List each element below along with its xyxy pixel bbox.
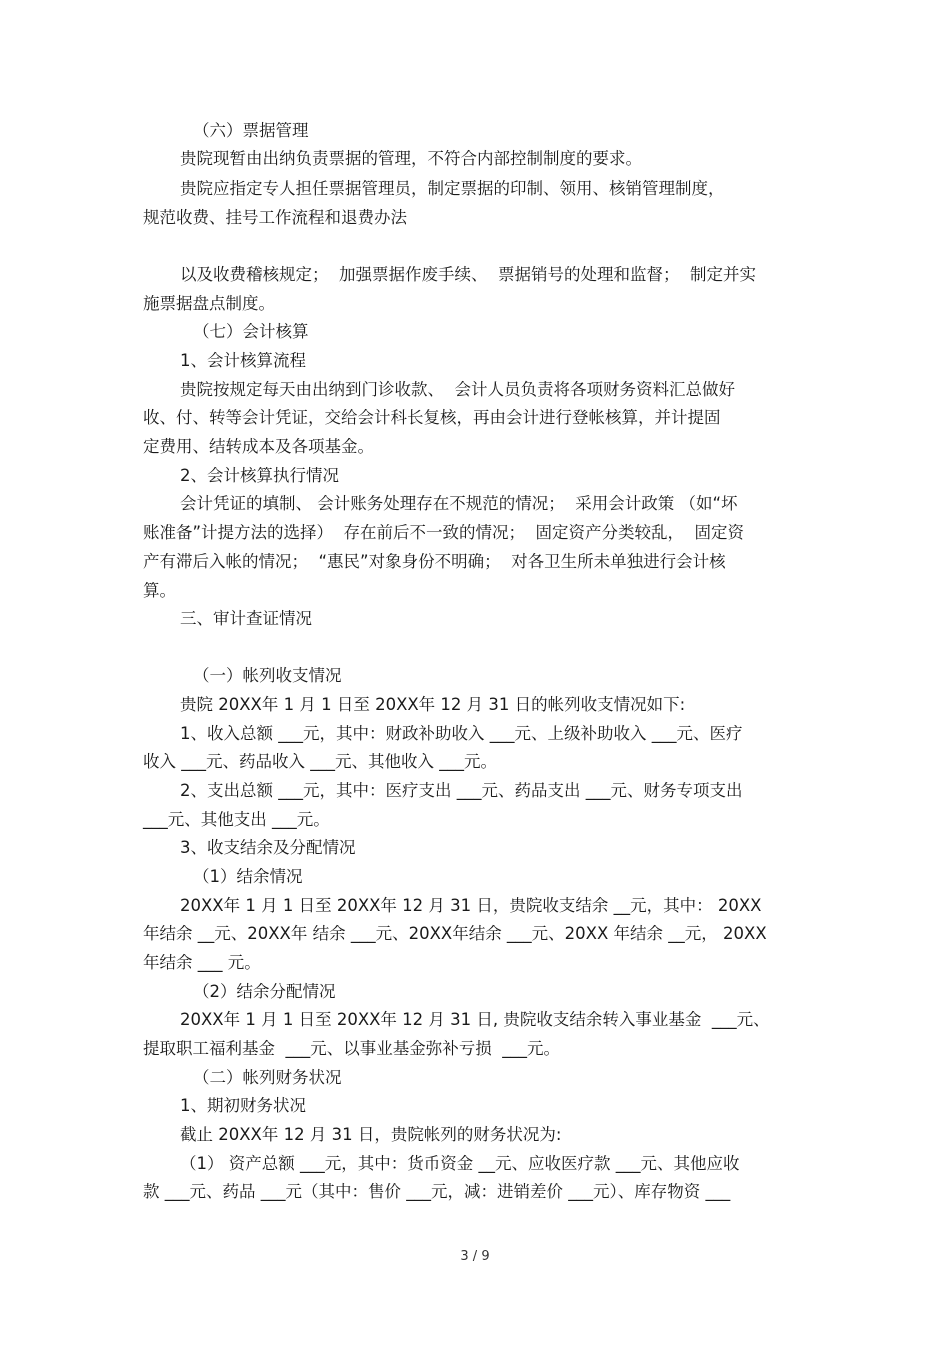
paragraph-line: 款 ___元、药品 ___元（其中：售价 ___元，减：进销差价 ___元）、库存物资 ___ [143, 1182, 731, 1201]
paragraph-line: 截止 20XX年 12 月 31 日，贵院帐列的财务状况为: [180, 1125, 562, 1144]
page-number: 3 / 9 [460, 1249, 490, 1264]
paragraph-line: 1、收入总额 ___元，其中：财政补助收入 ___元、上级补助收入 ___元、医疗 [180, 724, 743, 743]
paragraph-line: 施票据盘点制度。 [143, 294, 275, 313]
subsection-heading: 2、会计核算执行情况 [180, 466, 339, 485]
paragraph-line: 贵院现暂由出纳负责票据的管理，不符合内部控制制度的要求。 [180, 149, 642, 168]
paragraph-line: 贵院应指定专人担任票据管理员，制定票据的印制、领用、核销管理制度， [180, 179, 725, 198]
subsection-heading: 1、期初财务状况 [180, 1096, 306, 1115]
section-heading: （一）帐列收支情况 [193, 666, 342, 685]
paragraph-line: （1） 资产总额 ___元，其中：货币资金 __元、应收医疗款 ___元、其他应收 [180, 1154, 740, 1173]
paragraph-line: 2、支出总额 ___元，其中：医疗支出 ___元、药品支出 ___元、财务专项支出 [180, 781, 743, 800]
paragraph-line: 定费用、结转成本及各项基金。 [143, 437, 374, 456]
paragraph-line: 收、付、转等会计凭证，交给会计科长复核，再由会计进行登帐核算，并计提固 [143, 408, 721, 427]
subsection-heading: 3、收支结余及分配情况 [180, 838, 356, 857]
paragraph-line: 年结余 ___ 元。 [143, 953, 261, 972]
paragraph-line: 收入 ___元、药品收入 ___元、其他收入 ___元。 [143, 752, 497, 771]
paragraph-line: 账准备”计提方法的选择） 存在前后不一致的情况； 固定资产分类较乱， 固定资 [143, 523, 745, 542]
paragraph-line: 贵院按规定每天由出纳到门诊收款、 会计人员负责将各项财务资料汇总做好 [180, 380, 735, 399]
paragraph-line: ___元、其他支出 ___元。 [143, 810, 330, 829]
paragraph-line: 产有滞后入帐的情况； “惠民”对象身份不明确； 对各卫生所未单独进行会计核 [143, 552, 726, 571]
paragraph-line: 年结余 __元、20XX年 结余 ___元、20XX年结余 ___元、20XX 年结余 __元， 20XX [143, 924, 767, 943]
section-heading: （六）票据管理 [193, 121, 309, 140]
subsection-heading: （2）结余分配情况 [193, 982, 336, 1001]
paragraph-line: 提取职工福利基金 ___元、以事业基金弥补亏损 ___元。 [143, 1039, 560, 1058]
subsection-heading: （1）结余情况 [193, 867, 303, 886]
paragraph-line: 20XX年 1 月 1 日至 20XX年 12 月 31 日，贵院收支结余 __元，其中： 20XX [180, 896, 762, 915]
section-heading: （二）帐列财务状况 [193, 1068, 342, 1087]
paragraph-line: 规范收费、挂号工作流程和退费办法 [143, 208, 407, 227]
paragraph-line: 算。 [143, 581, 176, 600]
paragraph-line: 会计凭证的填制、 会计账务处理存在不规范的情况； 采用会计政策 （如“坏 [180, 494, 738, 513]
paragraph-line: 以及收费稽核规定； 加强票据作废手续、 票据销号的处理和监督； 制定并实 [180, 265, 756, 284]
paragraph-line: 20XX年 1 月 1 日至 20XX年 12 月 31 日, 贵院收支结余转入事业基金 ___元、 [180, 1010, 770, 1029]
section-heading: （七）会计核算 [193, 322, 309, 341]
subsection-heading: 1、会计核算流程 [180, 351, 306, 370]
chapter-heading: 三、审计查证情况 [180, 609, 312, 628]
paragraph-line: 贵院 20XX年 1 月 1 日至 20XX年 12 月 31 日的帐列收支情况如下: [180, 695, 686, 714]
